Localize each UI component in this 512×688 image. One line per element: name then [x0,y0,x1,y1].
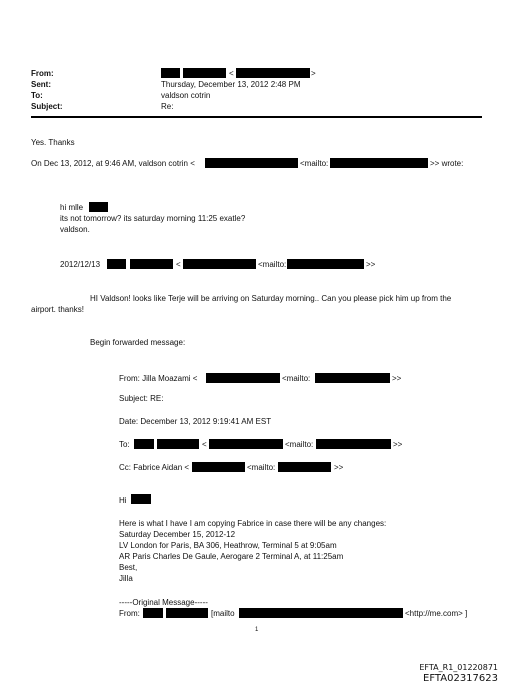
closing-name: Jilla [119,574,133,583]
fwd-from: From: Jilla Moazami < [119,374,198,383]
to-label: To: [31,91,43,100]
redaction-box [157,439,199,449]
redaction-box [278,462,331,472]
subject-label: Subject: [31,102,63,111]
bates-number-large: EFTA02317623 [423,673,498,684]
redaction-box [161,68,180,78]
itinerary-arrival: AR Paris Charles De Gaule, Aerogare 2 Terminal A, at 11:25am [119,552,344,561]
date-line-mailto: <mailto: [258,260,287,269]
reply-text: Yes. Thanks [31,138,75,147]
redaction-box [89,202,108,212]
from-label: From: [31,69,54,78]
fwd-cc-mailto: <mailto: [247,463,276,472]
date-line-close: >> [366,260,376,269]
hi-mlle: hi mlle [60,203,84,212]
redaction-box [239,608,403,618]
subject-value: Re: [161,102,174,111]
redaction-box [205,158,298,168]
redaction-box [130,259,173,269]
fwd-subject: Subject: RE: [119,394,164,403]
date-line-bracket: < [176,260,181,269]
fwd-from-mailto: <mailto: [282,374,311,383]
fwd-date: Date: December 13, 2012 9:19:41 AM EST [119,417,272,426]
from-bracket-close: > [311,69,316,78]
itinerary-departure: LV London for Paris, BA 306, Heathrow, Terminal 5 at 9:05am [119,541,337,550]
tomorrow-line: its not tomorrow? its saturday morning 11:25 exatle? [60,214,246,223]
redaction-box [166,608,208,618]
orig-mailto: [mailto [211,609,235,618]
redaction-box [143,608,163,618]
original-message-divider: -----Original Message----- [119,598,208,607]
redaction-box [330,158,428,168]
redaction-box [134,439,154,449]
redaction-box [236,68,310,78]
redaction-box [316,439,391,449]
fwd-cc: Cc: Fabrice Aidan < [119,463,190,472]
redaction-box [131,494,151,504]
fwd-to-label: To: [119,440,130,449]
redaction-box [315,373,390,383]
fwd-from-close: >> [392,374,402,383]
redaction-box [287,259,364,269]
sent-value: Thursday, December 13, 2012 2:48 PM [161,80,301,89]
fwd-to-close: >> [393,440,403,449]
from-bracket-open: < [229,69,234,78]
closing-best: Best, [119,563,138,572]
redaction-box [107,259,126,269]
redaction-box [206,373,280,383]
orig-http: <http://me.com> ] [405,609,468,618]
fwd-to-mailto: <mailto: [285,440,314,449]
sent-label: Sent: [31,80,51,89]
message-line-2: airport. thanks! [31,305,84,314]
quote-mailto: <mailto: [300,159,329,168]
page-number: 1 [255,627,259,633]
header-divider [31,116,482,118]
valdson-signature: valdson. [60,225,90,234]
quote-intro: On Dec 13, 2012, at 9:46 AM, valdson cotrin < [31,159,195,168]
quote-wrote: >> wrote: [430,159,464,168]
to-value: valdson cotrin [161,91,211,100]
itinerary-intro: Here is what I have I am copying Fabrice in case there will be any changes: [119,519,387,528]
redaction-box [183,259,256,269]
itinerary-date: Saturday December 15, 2012-12 [119,530,236,539]
date-line: 2012/12/13 [60,260,101,269]
redaction-box [183,68,226,78]
orig-from-label: From: [119,609,140,618]
fwd-to-bracket: < [202,440,207,449]
fwd-hi: Hi [119,496,127,505]
fwd-cc-close: >> [334,463,344,472]
redaction-box [192,462,245,472]
begin-forwarded: Begin forwarded message: [90,338,186,347]
redaction-box [209,439,283,449]
bates-number-small: EFTA_R1_01220871 [419,663,498,672]
message-line-1: HI Valdson! looks like Terje will be arriving on Saturday morning.. Can you please pick him up from the [90,294,452,303]
